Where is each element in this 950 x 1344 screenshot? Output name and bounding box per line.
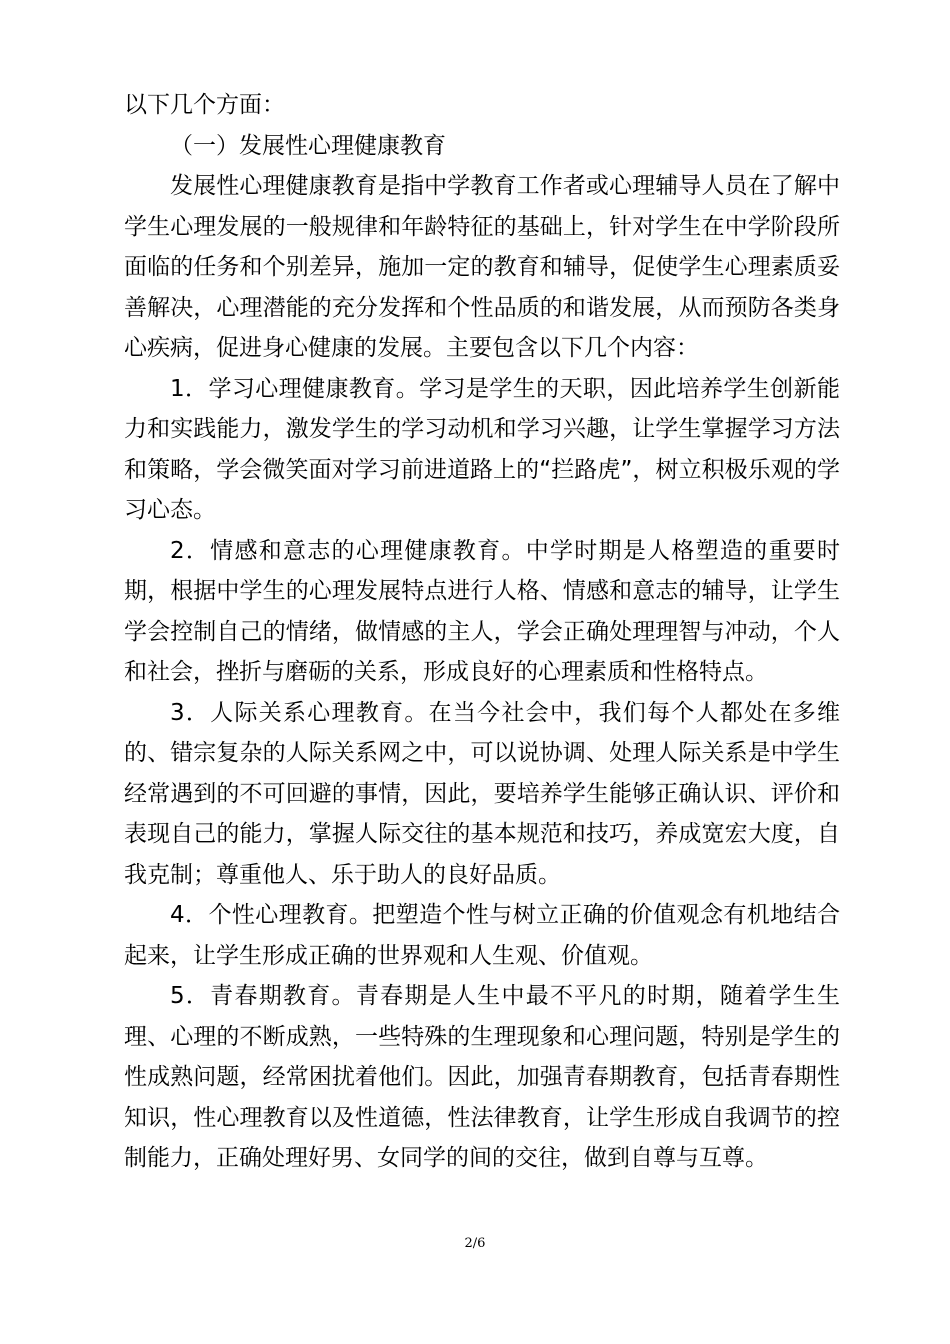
paragraph-item-1: 1．学习心理健康教育。学习是学生的天职，因此培养学生创新能力和实践能力，激发学生的学习动机和学习兴趣，让学生掌握学习方法和策略，学会微笑面对学习前进道路上的“拦路虎”，树立积极乐观的学习心态。	[124, 375, 840, 523]
section-heading: （一）发展性心理健康教育	[170, 132, 446, 159]
paragraph-definition: 发展性心理健康教育是指中学教育工作者或心理辅导人员在了解中学生心理发展的一般规律和年龄特征的基础上，针对学生在中学阶段所面临的任务和个别差异，施加一定的教育和辅导，促使学生心理素质妥善解决，心理潜能的充分发挥和个性品质的和谐发展，从而预防各类身心疾病，促进身心健康的发展。主要包含以下几个内容：	[124, 173, 840, 361]
paragraph-item-3: 3．人际关系心理教育。在当今社会中，我们每个人都处在多维的、错宗复杂的人际关系网之中，可以说协调、处理人际关系是中学生经常遇到的不可回避的事情，因此，要培养学生能够正确认识、评价和表现自己的能力，掌握人际交往的基本规范和技巧，养成宽宏大度，自我克制；尊重他人、乐于助人的良好品质。	[124, 699, 840, 888]
paragraph-item-4: 4．个性心理教育。把塑造个性与树立正确的价值观念有机地结合起来，让学生形成正确的世界观和人生观、价值观。	[124, 902, 840, 969]
paragraph-item-2: 2．情感和意志的心理健康教育。中学时期是人格塑造的重要时期，根据中学生的心理发展特点进行人格、情感和意志的辅导，让学生学会控制自己的情绪，做情感的主人，学会正确处理理智与冲动，个人和社会，挫折与磨砺的关系，形成良好的心理素质和性格特点。	[124, 537, 840, 685]
document-body	[124, 85, 840, 1179]
paragraph-item-5: 5．青春期教育。青春期是人生中最不平凡的时期，随着学生生理、心理的不断成熟，一些特殊的生理现象和心理问题，特别是学生的性成熟问题，经常困扰着他们。因此，加强青春期教育，包括青春期性知识，性心理教育以及性道德，性法律教育，让学生形成自我调节的控制能力，正确处理好男、女同学的间的交往，做到自尊与互尊。	[124, 983, 840, 1171]
page-number: 2/6	[464, 1236, 486, 1251]
intro-line: 以下几个方面：	[124, 92, 285, 118]
